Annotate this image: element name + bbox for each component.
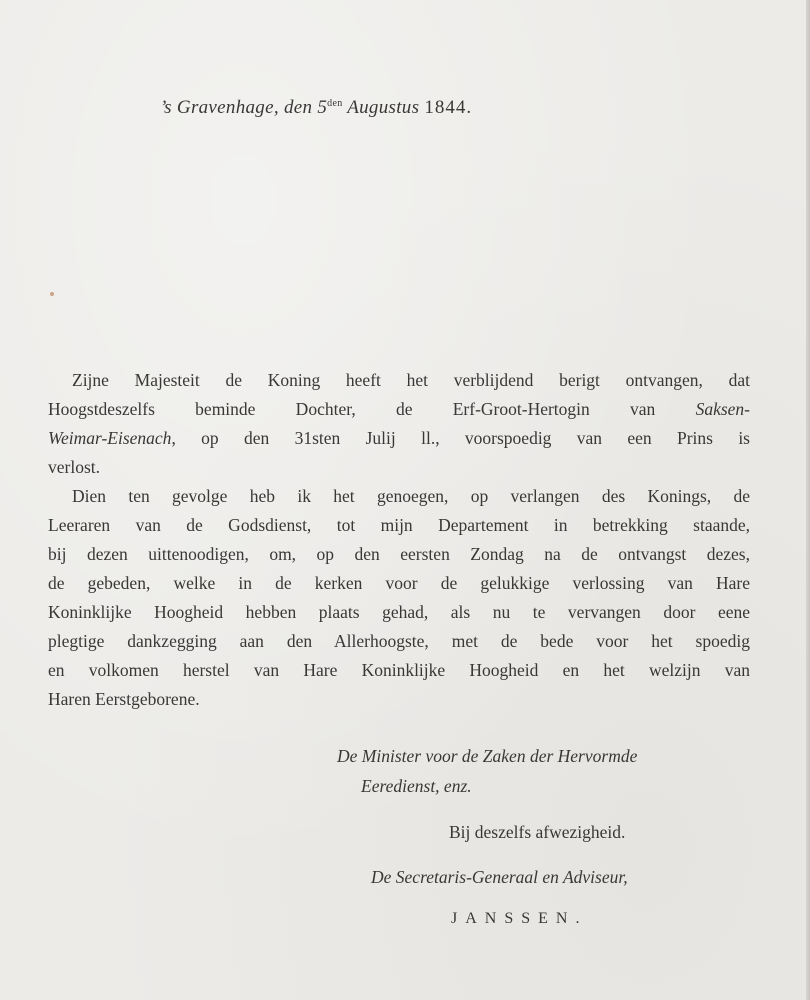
paragraph2-line2: Leeraren van de Godsdienst, tot mijn Departement in betrekking staande, <box>48 515 750 535</box>
paragraph2-line5: Koninklijke Hoogheid hebben plaats gehad, als nu te vervangen door eene <box>48 602 750 622</box>
paragraph1-line3-text: , op den 31sten Julij ll., voorspoedig van een Prins is <box>171 428 750 448</box>
signature-minister-line1: De Minister voor de Zaken der Hervormde <box>337 746 638 766</box>
dateline-day <box>317 97 342 118</box>
paragraph2-line1: Dien ten gevolge heb ik het genoegen, op verlangen des Konings, de <box>72 486 750 506</box>
paragraph1-line1: Zijne Majesteit de Koning heeft het verblijdend berigt ontvangen, dat <box>72 370 750 390</box>
letter-body <box>48 366 750 714</box>
dateline-separator: , <box>273 97 284 118</box>
paragraph1-line2-text: Hoogstdeszelfs beminde Dochter, de Erf-Groot-Hertogin van <box>48 399 696 419</box>
dateline-month: Augustus <box>347 97 420 118</box>
dateline-den: den <box>283 97 318 118</box>
dateline <box>160 97 472 119</box>
signature-minister-line2: Eeredienst, enz. <box>361 776 472 796</box>
dateline-place: ’s Gravenhage <box>160 97 274 118</box>
dateline-day-suffix: den <box>327 98 343 109</box>
paragraph2-line4: de gebeden, welke in de kerken voor de gelukkige verlossing van Hare <box>48 573 750 593</box>
signature-absence: Bij deszelfs afwezigheid. <box>449 822 626 842</box>
paragraph2-line8: Haren Eerstgeborene. <box>48 689 200 709</box>
paragraph1-line2 <box>48 395 750 424</box>
dateline-day-number: 5 <box>317 97 328 118</box>
paragraph1-line3 <box>48 424 750 453</box>
paragraph1-line2-place: Saksen- <box>695 399 750 419</box>
signature-secretary: De Secretaris-Generaal en Adviseur, <box>371 867 628 887</box>
paragraph2-line3: bij dezen uittenoodigen, om, op den eersten Zondag na de ontvangst dezes, <box>48 544 750 564</box>
paragraph2-line7: en volkomen herstel van Hare Koninklijke Hoogheid en het welzijn van <box>48 660 750 680</box>
page-edge <box>806 0 810 1000</box>
signature-name: JANSSEN. <box>451 910 588 927</box>
paragraph1-line4: verlost. <box>48 457 101 477</box>
paragraph2-line6: plegtige dankzegging aan den Allerhoogste, met de bede voor het spoedig <box>48 631 750 651</box>
paper-speck <box>50 292 54 296</box>
paragraph1-line3-place: Weimar-Eisenach <box>48 428 172 448</box>
dateline-year: 1844. <box>424 97 473 118</box>
